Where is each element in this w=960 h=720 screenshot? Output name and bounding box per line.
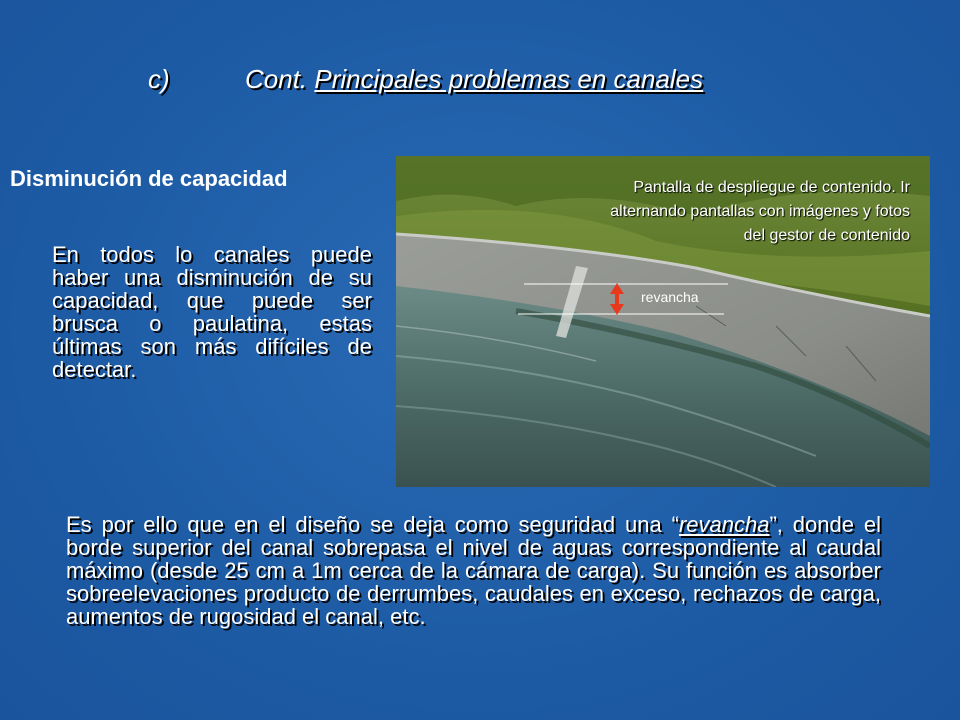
- section-heading: Disminución de capacidad: [10, 166, 288, 191]
- paragraph2-before: Es por ello que en el diseño se deja como seguridad una “: [66, 512, 679, 537]
- intro-paragraph: En todos lo canales puede haber una disminución de su capacidad, que puede ser brusca o paulatina, estas últimas son más difíciles de detectar.: [52, 242, 372, 382]
- photo-caption: Pantalla de despliegue de contenido. Ir alternando pantallas con imágenes y fotos del gestor de contenido: [610, 179, 910, 244]
- revancha-paragraph: [66, 513, 881, 628]
- title-prefix: Cont.: [245, 64, 315, 94]
- paragraph2-after: ”, donde el borde superior del canal sobrepasa el nivel de aguas correspondiente al caudal máximo (desde 25 cm a 1m cerca de la cámara de carga). Su función es absorber sobreelevaciones producto de derrumbes, caudales en exceso, rechazos de carga, aumentos de rugosidad el canal, etc.: [66, 512, 881, 629]
- revancha-label: revancha: [641, 289, 699, 305]
- title-letter: c): [148, 64, 170, 94]
- title-text: [245, 64, 703, 95]
- revancha-term: revancha: [678, 512, 770, 537]
- title-main: Principales problemas en canales: [314, 64, 704, 94]
- canal-photo: [396, 156, 930, 487]
